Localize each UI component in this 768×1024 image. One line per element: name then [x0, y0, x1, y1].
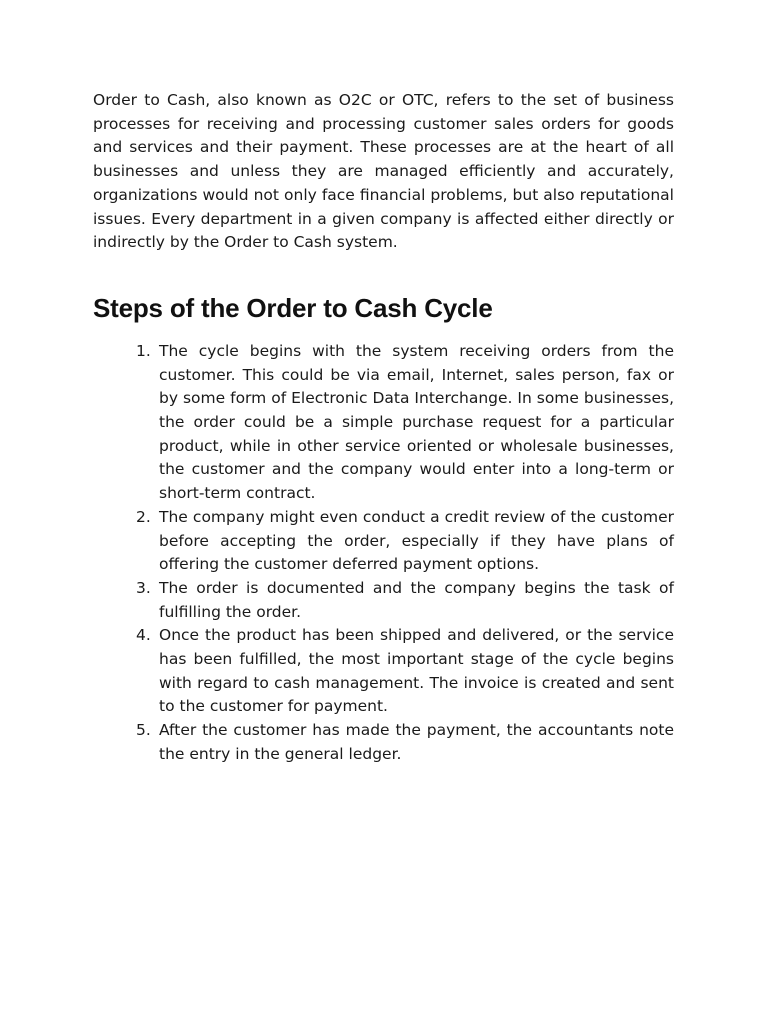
list-item	[93, 506, 674, 577]
section-heading: Steps of the Order to Cash Cycle	[93, 292, 493, 323]
step-number: 3.	[136, 578, 151, 597]
list-item	[93, 624, 674, 719]
list-item	[93, 577, 674, 624]
step-text: The company might even conduct a credit review of the customer before accepting the order, especially if they have plans of offering the customer deferred payment options.	[159, 507, 674, 574]
document-page	[93, 89, 674, 767]
step-number: 5.	[136, 721, 151, 740]
step-text: The cycle begins with the system receiving orders from the customer. This could be via email, Internet, sales person, fax or by some form of Electronic Data Interchange. In some businesses, the order could be a simple purchase request for a particular product, while in other service oriented or wholesale businesses, the customer and the company would enter into a long-term or short-term contract.	[159, 341, 674, 503]
intro-paragraph: Order to Cash, also known as O2C or OTC, refers to the set of business processes for receiving and processing customer sales orders for goods and services and their payment. These processes are at the heart of all businesses and unless they are managed efficiently and accurately, organizations would not only face financial problems, but also reputational issues. Every department in a given company is affected either directly or indirectly by the Order to Cash system.	[93, 91, 674, 252]
step-number: 4.	[136, 626, 151, 645]
step-number: 2.	[136, 507, 151, 526]
list-item	[93, 340, 674, 506]
step-text: After the customer has made the payment, the accountants note the entry in the general ledger.	[159, 721, 674, 763]
list-item	[93, 719, 674, 766]
step-text: Once the product has been shipped and delivered, or the service has been fulfilled, the most important stage of the cycle begins with regard to cash management. The invoice is created and sent to the customer for payment.	[159, 626, 674, 716]
step-number: 1.	[136, 341, 151, 360]
step-text: The order is documented and the company begins the task of fulfilling the order.	[159, 578, 674, 621]
steps-list	[93, 340, 674, 767]
